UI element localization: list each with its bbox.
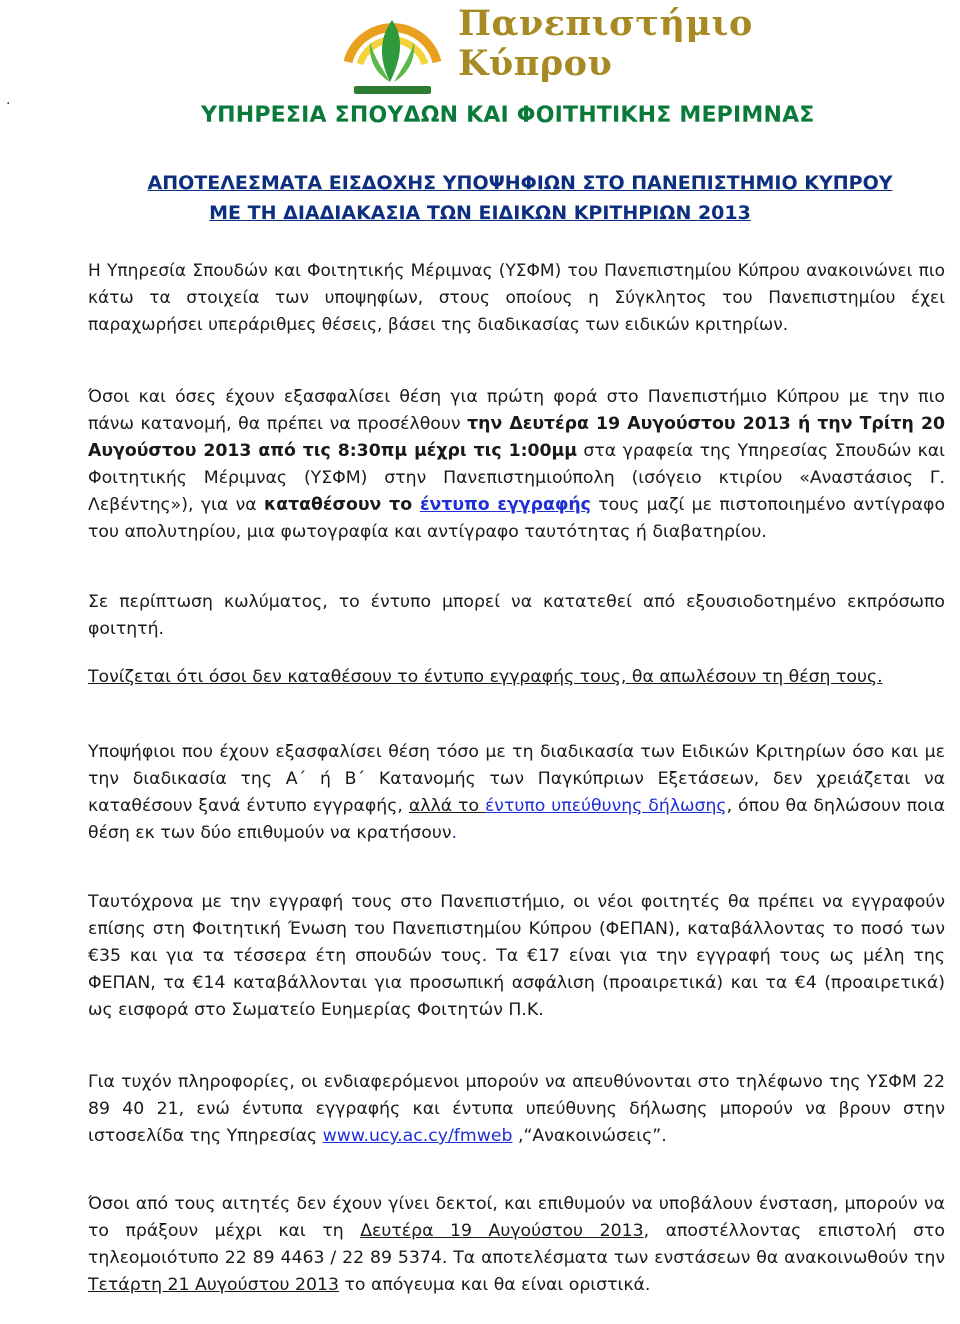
text-run: , όπου θα δηλώσουν ποια θέση εκ των δύο επιθυμούν να κρατήσουν [88, 796, 945, 843]
university-emblem-icon [340, 2, 445, 98]
announcement-heading-line-1: ΑΠΟΤΕΛΕΣΜΑΤΑ ΕΙΣΔΟΧΗΣ ΥΠΟΨΗΦΙΩΝ ΣΤΟ ΠΑΝΕΠΙΣΤΗΜΙΟ ΚΥΠΡΟΥ [147, 172, 893, 194]
text-run-bold: καταθέσουν το [264, 495, 420, 515]
text-run: τους μαζί με πιστοποιημένο αντίγραφο του απολυτηρίου, μια φωτογραφία και αντίγραφο ταυτότητας ή διαβατηρίου. [88, 495, 946, 542]
registration-paragraph [88, 384, 945, 546]
student-union-paragraph: Ταυτόχρονα με την εγγραφή τους στο Πανεπιστήμιο, οι νέοι φοιτητές θα πρέπει να εγγραφούν επίσης στη Φοιτητική Ένωση του Πανεπιστημίου Κύπρου (ΦΕΠΑΝ), καταβάλλοντας το ποσό των €35 και για τα τέσσερα έτη σπουδών τους. Τα €17 είναι για την εγγραφή τους ως μέλη της ΦΕΠΑΝ, τα €14 καταβάλλονται για προσωπική ασφάλιση (προαιρετικά) και τα €4 (προαιρετικά) ως εισφορά στο Σωματείο Ευημερίας Φοιτητών Π.Κ. [88, 892, 945, 1020]
wordmark-line-2: Κύπρου [458, 43, 613, 84]
registration-dates: την Δευτέρα 19 Αυγούστου 2013 ή την Τρίτη 20 Αυγούστου 2013 από τις 8:30πμ μέχρι τις 1:00μμ [88, 414, 945, 461]
dual-placement-paragraph [88, 739, 945, 847]
university-logo [340, 0, 753, 100]
appeal-results-date: Τετάρτη 21 Αυγούστου 2013 [88, 1275, 340, 1295]
text-run: Όσοι και όσες έχουν εξασφαλίσει θέση για πρώτη φορά στο Πανεπιστήμιο Κύπρου με την πιο πάνω κατανομή, θα πρέπει να προσέλθουν [88, 387, 945, 434]
intro-paragraph: Η Υπηρεσία Σπουδών και Φοιτητικής Μέριμνας (ΥΣΦΜ) του Πανεπιστημίου Κύπρου ανακοινώνει πιο κάτω τα στοιχεία των υποψηφίων, στους οποίους η Σύγκλητος του Πανεπιστημίου έχει παραχωρήσει υπεράριθμες θέσεις, βάσει της διαδικασίας των ειδικών κριτηρίων. [88, 261, 945, 335]
university-wordmark [458, 4, 753, 84]
declaration-form-link[interactable]: έντυπο υπεύθυνης δήλωσης [484, 796, 727, 816]
appeal-deadline-date: Δευτέρα 19 Αυγούστου 2013 [360, 1221, 644, 1241]
text-run: το απόγευμα και θα είναι οριστικά. [339, 1275, 651, 1295]
text-run-underlined: αλλά το [408, 796, 485, 816]
stray-dot: . [6, 92, 11, 108]
text-run: Υποψήφιοι που έχουν εξασφαλίσει θέση τόσο με τη διαδικασία των Ειδικών Κριτηρίων όσο και με την διαδικασία της Α΄ ή Β΄ Κατανομής των Παγκύπριων Εξετάσεων, δεν χρειάζεται να καταθέσουν ξανά έντυπο εγγραφής, [88, 742, 945, 816]
text-run: στα γραφεία της Υπηρεσίας Σπουδών και Φοιτητικής Μέριμνας (ΥΣΦΜ) στην Πανεπιστημιούπολη (ισόγειο κτιρίου «Αναστάσιος Γ. Λεβέντης»), για να [88, 441, 945, 515]
contact-paragraph [88, 1069, 945, 1150]
proxy-paragraph: Σε περίπτωση κωλύματος, το έντυπο μπορεί να κατατεθεί από εξουσιοδοτημένο εκπρόσωπο φοιτητή. [88, 592, 945, 639]
text-run: Όσοι από τους αιτητές δεν έχουν γίνει δεκτοί, και επιθυμούν να υποβάλουν ένσταση, μπορούν να το πράξουν μέχρι και τη [88, 1194, 945, 1241]
appeals-paragraph [88, 1191, 945, 1299]
text-run: ,“Ανακοινώσεις”. [512, 1126, 667, 1146]
text-run-period: . [451, 823, 457, 843]
wordmark-line-1: Πανεπιστήμιο [458, 3, 753, 44]
warning-paragraph: Τονίζεται ότι όσοι δεν καταθέσουν το έντυπο εγγραφής τους, θα απωλέσουν τη θέση τους. [88, 667, 883, 687]
announcement-heading-line-2: ΜΕ ΤΗ ΔΙΑΔΙΑΚΑΣΙΑ ΤΩΝ ΕΙΔΙΚΩΝ ΚΡΙΤΗΡΙΩΝ 2013 [209, 202, 751, 224]
website-link[interactable]: www.ucy.ac.cy/fmweb [322, 1126, 513, 1146]
text-run: Για τυχόν πληροφορίες, οι ενδιαφερόμενοι μπορούν να απευθύνονται στο τηλέφωνο της ΥΣΦΜ 22 89 40 21, ενώ έντυπα εγγραφής και έντυπα υπεύθυνης δήλωσης μπορούν να βρουν στην ιστοσελίδα της Υπηρεσίας [88, 1072, 945, 1146]
text-run: , αποστέλλοντας επιστολή στο τηλεομοιότυπο 22 89 4463 / 22 89 5374. Τα αποτελέσματα των ενστάσεων θα ανακοινωθούν την [88, 1221, 945, 1268]
registration-form-link[interactable]: έντυπο εγγραφής [419, 495, 591, 515]
service-title: ΥΠΗΡΕΣΙΑ ΣΠΟΥΔΩΝ ΚΑΙ ΦΟΙΤΗΤΙΚΗΣ ΜΕΡΙΜΝΑΣ [201, 103, 815, 128]
